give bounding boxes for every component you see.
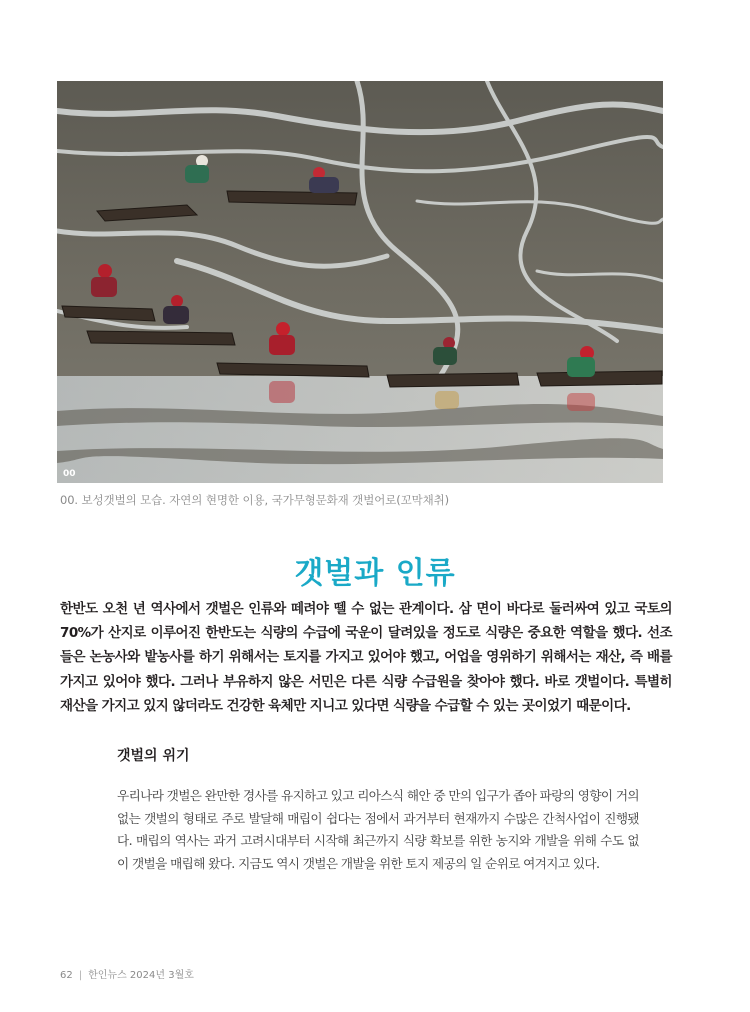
photo-caption: 00. 보성갯벌의 모습. 자연의 현명한 이용, 국가무형문화재 갯벌어로(꼬막채취) — [60, 493, 450, 507]
section-heading: 갯벌의 위기 — [117, 748, 190, 764]
mudflat-photo — [57, 81, 663, 483]
footer-divider: | — [78, 970, 83, 981]
page-number: 62 — [60, 970, 73, 981]
publication-name: 한인뉴스 2024년 3월호 — [88, 970, 194, 981]
mudflat-photo-illustration — [57, 81, 663, 483]
lead-paragraph: 한반도 오천 년 역사에서 갯벌은 인류와 떼려야 뗄 수 없는 관계이다. 삼 면이 바다로 둘러싸여 있고 국토의 70%가 산지로 이루어진 한반도는 식량의 수급에 국운이 달려있을 정도로 식량은 중요한 역할을 했다. 선조들은 논농사와 밭농사를 하기 위해서는 토지를 가지고 있어야 했고, 어업을 영위하기 위해서는 재산, 즉 배를 가지고 있어야 했다. 그러나 부유하지 않은 서민은 다른 식량 수급원을 찾아야 했다. 바로 갯벌이다. 특별히 재산을 가지고 있지 않더라도 건강한 육체만 지니고 있다면 식량을 수급할 수 있는 곳이었기 때문이다. — [60, 601, 672, 714]
article-title: 갯벌과 인류 — [294, 556, 456, 591]
photo-number-tag: 00 — [63, 469, 76, 479]
page-footer — [60, 966, 194, 981]
section-body: 우리나라 갯벌은 완만한 경사를 유지하고 있고 리아스식 해안 중 만의 입구가 좁아 파랑의 영향이 거의 없는 갯벌의 형태로 주로 발달해 매립이 쉽다는 점에서 과거부터 현재까지 수많은 간척사업이 진행됐다. 매립의 역사는 과거 고려시대부터 시작해 최근까지 식량 확보를 위한 농지와 개발을 위해 수도 없이 갯벌을 매립해 왔다. 지금도 역시 갯벌은 개발을 위한 토지 제공의 일 순위로 여겨지고 있다. — [117, 788, 639, 871]
